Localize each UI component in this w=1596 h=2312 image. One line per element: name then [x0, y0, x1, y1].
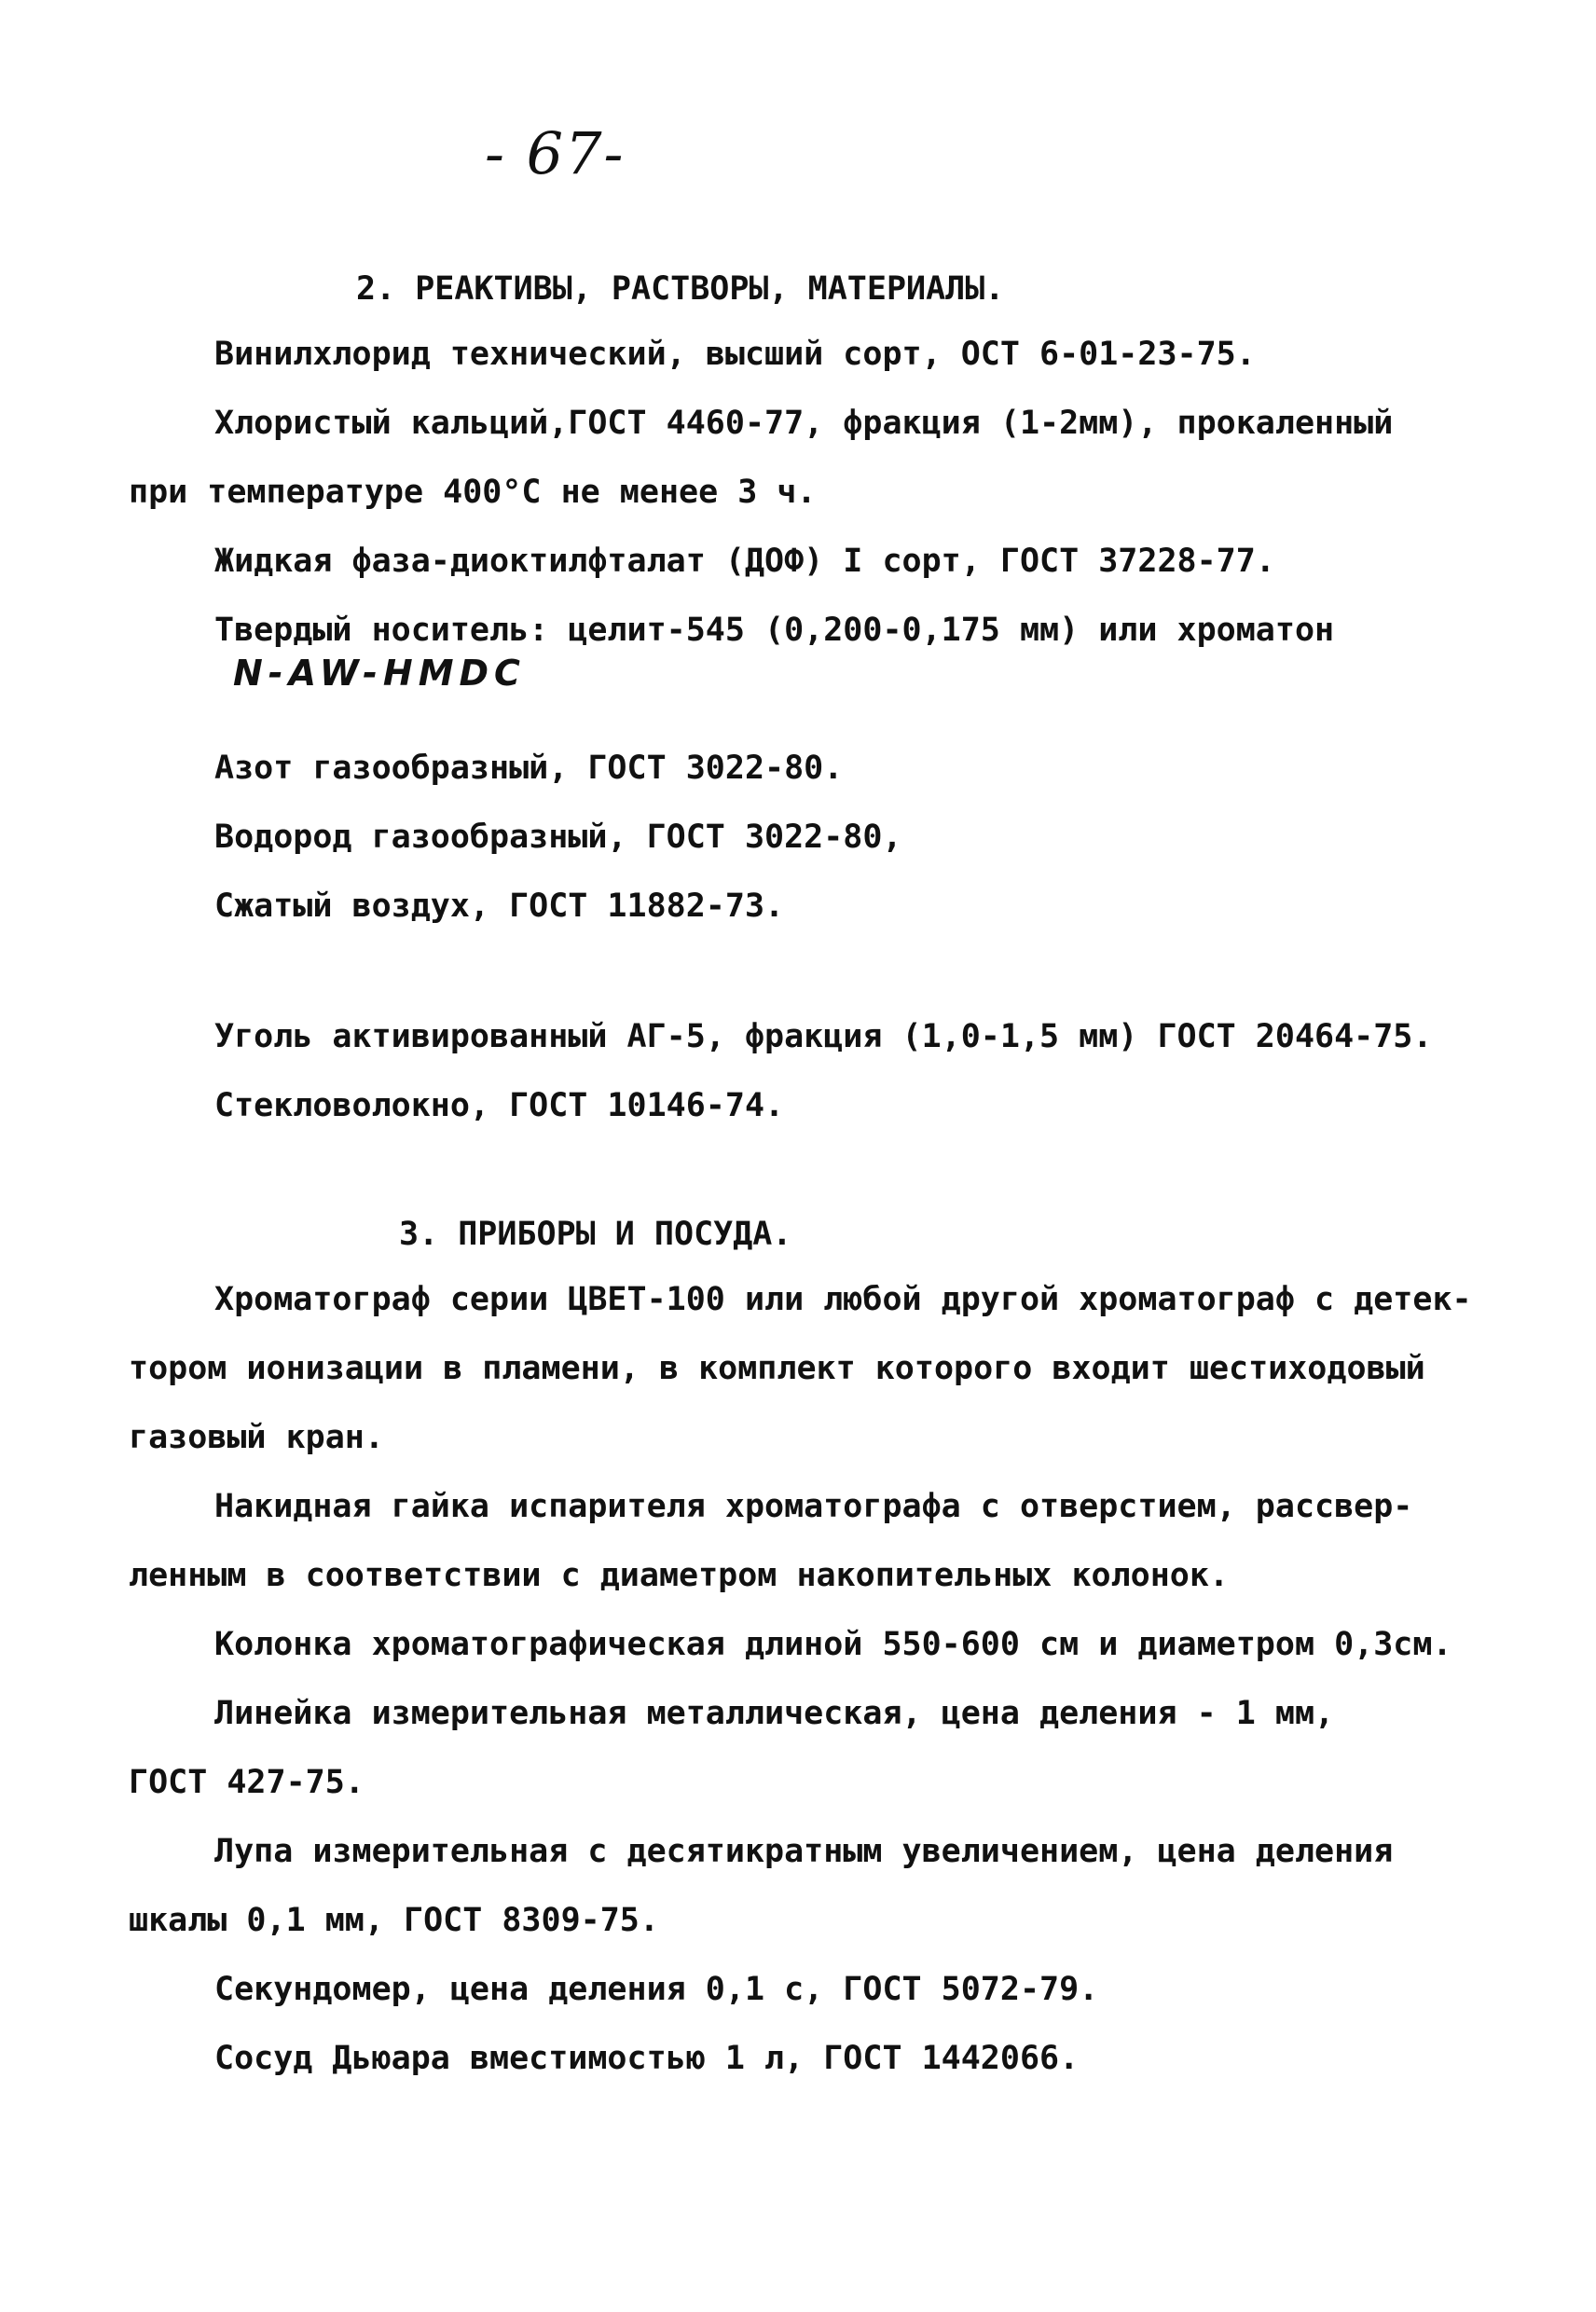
section-2-line-8: Водород газообразный, ГОСТ 3022-80,	[214, 819, 902, 856]
section-2-line-5: Твердый носитель: целит-545 (0,200-0,175 мм) или хроматон	[214, 612, 1335, 649]
section-3-line-9: Лупа измерительная с десятикратным увеличением, цена деления	[214, 1833, 1394, 1870]
section-3-line-4: Накидная гайка испарителя хроматографа с отверстием, рассвер-	[214, 1488, 1413, 1525]
section-3-heading: 3. ПРИБОРЫ И ПОСУДА.	[399, 1216, 792, 1253]
section-3-line-5: ленным в соответствии с диаметром накопительных колонок.	[129, 1557, 1230, 1594]
section-3-line-6: Колонка хроматографическая длиной 550-600 см и диаметром 0,3см.	[214, 1626, 1452, 1663]
section-2-line-7: Азот газообразный, ГОСТ 3022-80.	[214, 750, 844, 787]
section-2-line-1: Винилхлорид технический, высший сорт, ОСТ 6-01-23-75.	[214, 336, 1256, 373]
section-3-line-1: Хроматограф серии ЦВЕТ-100 или любой другой хроматограф с детек-	[214, 1281, 1472, 1318]
section-3-line-2: тором ионизации в пламени, в комплект которого входит шестиходовый	[129, 1350, 1425, 1387]
section-3-line-11: Секундомер, цена деления 0,1 с, ГОСТ 5072-79.	[214, 1971, 1099, 2008]
section-3-line-7: Линейка измерительная металлическая, цена деления - 1 мм,	[214, 1695, 1335, 1732]
section-2-line-9: Сжатый воздух, ГОСТ 11882-73.	[214, 888, 785, 925]
handwritten-note: N-AW-HMDC	[233, 653, 526, 694]
section-3-line-8: ГОСТ 427-75.	[129, 1764, 365, 1801]
section-2-line-2: Хлористый кальций,ГОСТ 4460-77, фракция (1-2мм), прокаленный	[214, 405, 1394, 442]
section-3-line-10: шкалы 0,1 мм, ГОСТ 8309-75.	[129, 1902, 659, 1939]
section-2-line-11: Стекловолокно, ГОСТ 10146-74.	[214, 1087, 785, 1124]
section-2-line-4: Жидкая фаза-диоктилфталат (ДОФ) I сорт, ГОСТ 37228-77.	[214, 543, 1275, 580]
page-number: - 67-	[485, 119, 626, 187]
section-2-heading: 2. РЕАКТИВЫ, РАСТВОРЫ, МАТЕРИАЛЫ.	[356, 270, 1005, 308]
section-2-line-10: Уголь активированный АГ-5, фракция (1,0-1,5 мм) ГОСТ 20464-75.	[214, 1018, 1433, 1055]
section-3-line-3: газовый кран.	[129, 1419, 384, 1456]
section-2-line-3: при температуре 400°С не менее 3 ч.	[129, 474, 817, 511]
section-3-line-12: Сосуд Дьюара вместимостью 1 л, ГОСТ 1442066.	[214, 2040, 1080, 2077]
